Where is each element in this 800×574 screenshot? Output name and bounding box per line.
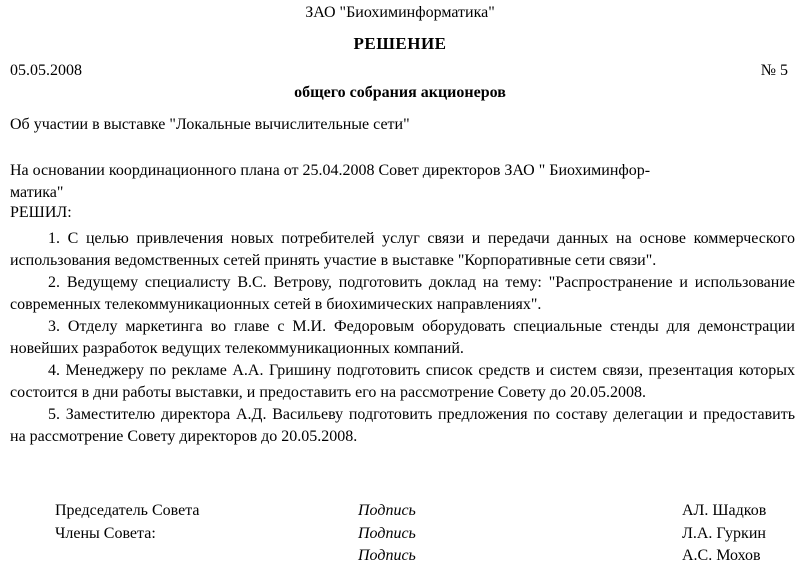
resolution-item-4: 4. Менеджеру по рекламе А.А. Гришину подготовить список средств и систем связи, презентация которых состоится в дни работы выставки, и предоставить его на рассмотрение Совету до 20.05.2008. [10,362,795,401]
document-date: 05.05.2008 [10,62,82,79]
resolved-label: РЕШИЛ: [10,204,72,221]
document-subtitle: общего собрания акционеров [294,84,506,101]
signature-row [0,525,800,547]
signature-row [0,502,800,524]
signature-placeholder: Подпись [358,525,416,542]
resolution-item-2: 2. Ведущему специалисту В.С. Ветрову, подготовить доклад на тему: "Распространение и использование современных телекоммуникационных сетей в биохимических направлениях". [10,274,795,313]
signature-row [0,547,800,569]
preamble [10,160,795,204]
signature-placeholder: Подпись [358,502,416,519]
preamble-line-1: На основании координационного плана от 25.04.2008 Совет директоров ЗАО " Биохиминфор- [10,162,651,179]
signatory-name: Л.А. Гуркин [682,525,766,542]
signature-placeholder: Подпись [358,547,416,564]
signature-role: Члены Совета: [55,525,156,542]
document-number: № 5 [760,62,788,79]
resolution-item-5: 5. Заместителю директора А.Д. Васильеву подготовить предложения по составу делегации и предоставить на рассмотрение Совету директоров до 20.05.2008. [10,406,795,445]
signatory-name: АЛ. Шадков [682,502,767,519]
signatory-name: А.С. Мохов [682,547,761,564]
document-subject: Об участии в выставке "Локальные вычислительные сети" [10,116,410,133]
preamble-line-2: матика" [10,184,64,201]
company-name: ЗАО "Биохиминформатика" [305,4,495,21]
resolution-item-3: 3. Отделу маркетинга во главе с М.И. Федоровым оборудовать специальные стенды для демонстрации новейших разработок ведущих телекоммуникационных компаний. [10,318,795,357]
signature-role: Председатель Совета [55,502,200,519]
resolution-items [10,228,795,448]
resolution-item-1: 1. С целью привлечения новых потребителей услуг связи и передачи данных на основе коммерческого использования ведомственных сетей принять участие в выставке "Корпоративные сети связи". [10,230,795,269]
document-title: РЕШЕНИЕ [353,34,447,53]
